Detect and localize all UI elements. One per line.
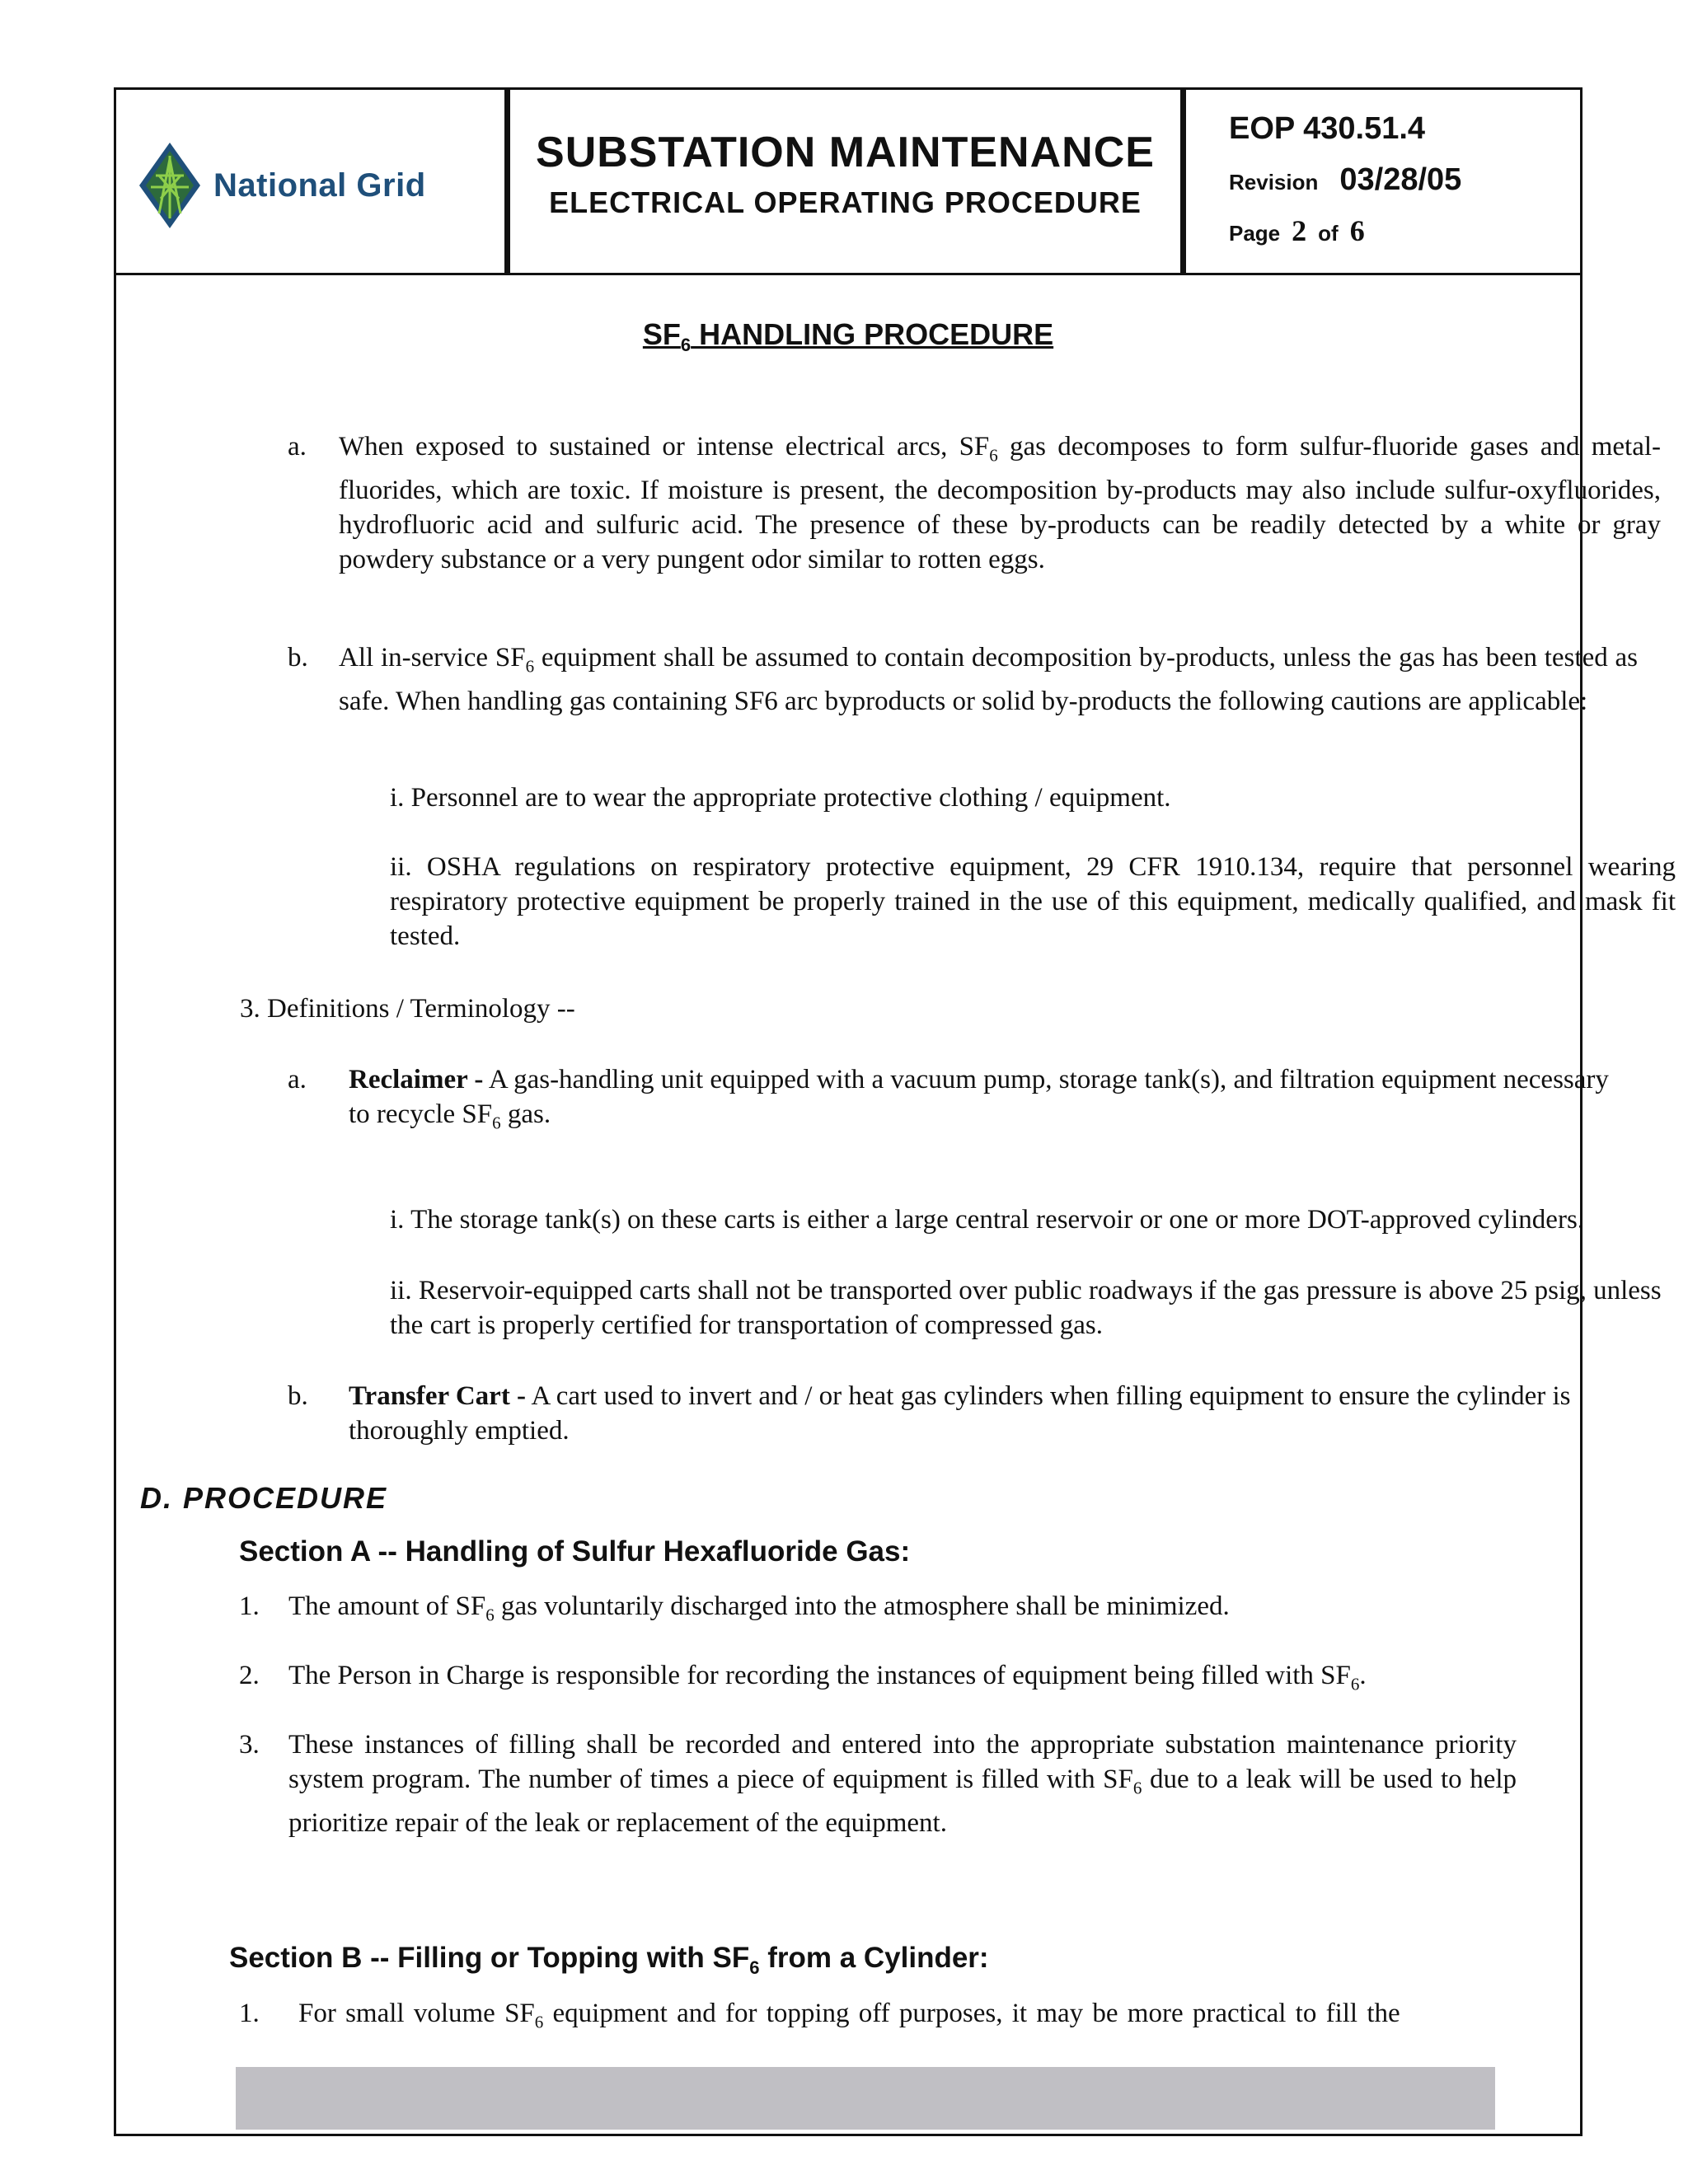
document-header <box>116 90 1580 275</box>
item-a-label: a. <box>288 432 307 462</box>
company-logo <box>138 141 426 230</box>
item-a-text: When exposed to sustained or intense electrical arcs, $SF_6$ gas decomposes to form sulfur-fluoride gases and metal-fluorides, which are toxic. If moisture is present, the decomposition by-products may also include sulfur-oxyfluorides, hydrofluoric acid and sulfuric acid. The presence of these by-products can be readily detected by a white or gray powdery substance or a very pungent odor similar to rotten eggs. <box>339 432 1661 574</box>
definition-b-label: b. <box>288 1381 308 1411</box>
definitions-heading: 3. Definitions / Terminology -- <box>240 994 575 1024</box>
definition-b-text: Transfer Cart - A cart used to invert and / or heat gas cylinders when filling equipment to ensure the cylinder is thoroughly emptied. <box>349 1381 1571 1446</box>
item-b-text: All in-service $SF_6$ equipment shall be assumed to contain decomposition by-products, unless the gas has been tested as safe. When handling gas containing SF6 arc byproducts or solid by-products the following cautions are applicable: <box>339 643 1638 716</box>
page-current: 2 <box>1292 214 1307 247</box>
definition-a-ii: ii. Reservoir-equipped carts shall not be transported over public roadways if the gas pressure is above 25 psig, unless the cart is properly certified for transportation of compressed gas. <box>390 1276 1662 1340</box>
footer-bar <box>236 2067 1495 2130</box>
title-cell <box>510 90 1186 273</box>
item-b-i: i. Personnel are to wear the appropriate protective clothing / equipment. <box>390 783 1171 813</box>
revision-value: 03/28/05 <box>1339 162 1462 197</box>
section-b-item-1: For small volume $SF_6$ equipment and for topping off purposes, it may be more practical to fill the <box>298 1999 1400 2032</box>
procedure-heading: D. PROCEDURE <box>140 1481 388 1515</box>
section-a-item-3-number: 3. <box>239 1730 260 1760</box>
section-a-item-1-number: 1. <box>239 1591 260 1621</box>
section-a-item-3: These instances of filling shall be recorded and entered into the appropriate substation maintenance priority system program. The number of times a piece of equipment is filled with $SF_6$ due to a leak will be used to help prioritize repair of the leak or replacement of the equipment. <box>288 1730 1517 1838</box>
header-title: SUBSTATION MAINTENANCE <box>536 129 1155 176</box>
revision-line <box>1229 162 1461 198</box>
page-label: Page <box>1229 221 1281 246</box>
info-cell <box>1186 90 1580 273</box>
section-a-item-1: The amount of $SF_6$ gas voluntarily discharged into the atmosphere shall be minimized. <box>288 1591 1230 1625</box>
definition-a-i: i. The storage tank(s) on these carts is either a large central reservoir or one or more DOT-approved cylinders. <box>390 1205 1585 1235</box>
item-b-label: b. <box>288 643 308 673</box>
page-of: of <box>1318 221 1339 246</box>
section-a-title: Section A -- Handling of Sulfur Hexafluoride Gas: <box>239 1535 911 1568</box>
definition-a-label: a. <box>288 1065 307 1094</box>
definition-a-text: Reclaimer - A gas-handling unit equipped with a vacuum pump, storage tank(s), and filtration equipment necessary to recycle $SF_6$ gas. <box>349 1065 1609 1133</box>
logo-cell <box>116 90 510 273</box>
header-subtitle: ELECTRICAL OPERATING PROCEDURE <box>549 185 1142 219</box>
page-total: 6 <box>1349 214 1365 247</box>
page-number-line <box>1229 213 1376 248</box>
section-b-item-1-number: 1. <box>239 1999 260 2028</box>
transmission-tower-icon <box>138 141 202 230</box>
logo-text: National Grid <box>213 166 426 204</box>
section-a-item-2-number: 2. <box>239 1661 260 1690</box>
document-title: $SF_6$ HANDLING PROCEDURE <box>642 317 1054 356</box>
revision-label: Revision <box>1229 170 1319 194</box>
section-b-title: Section B -- Filling or Topping with $SF_6$ from a Cylinder: <box>229 1942 989 1978</box>
item-b-ii: ii. OSHA regulations on respiratory protective equipment, 29 CFR 1910.134, require that personnel wearing respiratory protective equipment be properly trained in the use of this equipment, medically qualified, and mask fit tested. <box>390 852 1676 951</box>
eop-number: EOP 430.51.4 <box>1229 111 1426 146</box>
section-a-item-2: The Person in Charge is responsible for recording the instances of equipment being filled with $SF_6$. <box>288 1661 1367 1694</box>
